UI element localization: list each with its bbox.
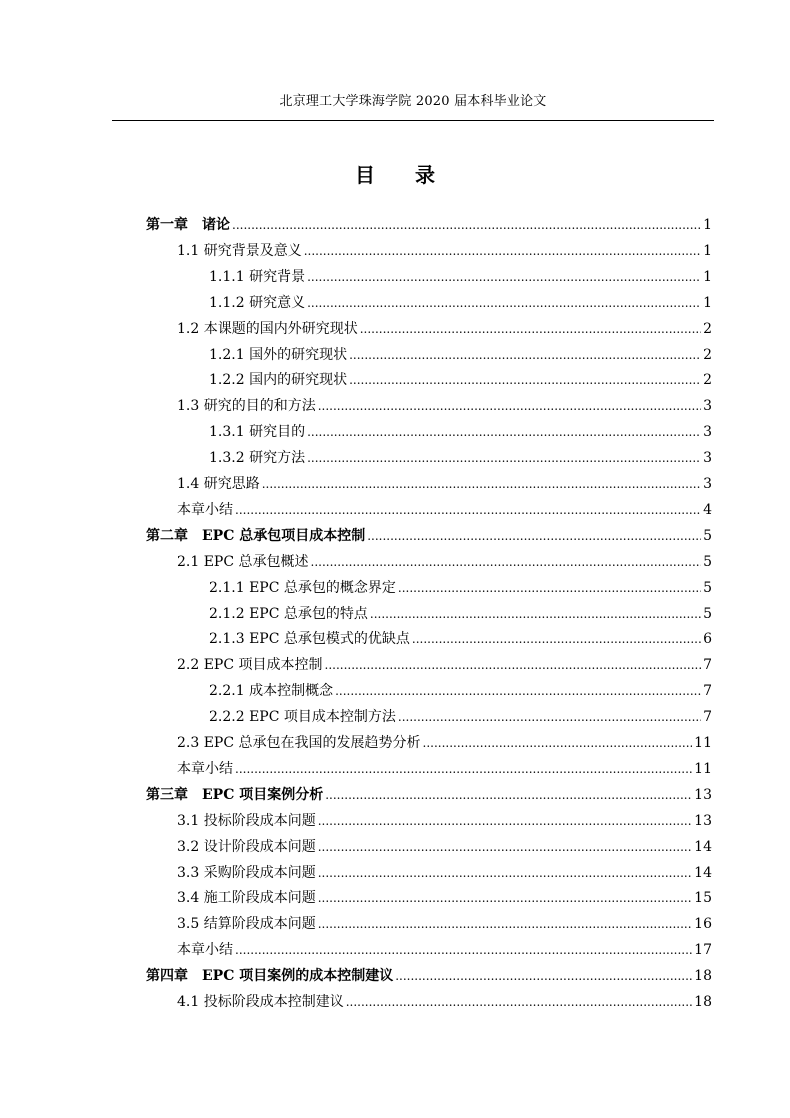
toc-dot-leader — [262, 471, 701, 497]
toc-entry-label: 1.3.2 研究方法 — [209, 450, 306, 467]
toc-entry-label: 3.4 施工阶段成本问题 — [177, 890, 316, 907]
toc-entry-label: 2.2.2 EPC 项目成本控制方法 — [209, 709, 396, 726]
toc-entry[interactable] — [177, 834, 712, 860]
toc-entry-label: 1.2.2 国内的研究现状 — [209, 372, 348, 389]
toc-entry-page: 3 — [703, 424, 712, 441]
toc-dot-leader — [325, 652, 702, 678]
toc-dot-leader — [360, 316, 701, 342]
toc-entry[interactable] — [177, 549, 712, 575]
toc-dot-leader — [370, 601, 701, 627]
toc-entry-label: 3.5 结算阶段成本问题 — [177, 916, 316, 933]
toc-entry[interactable] — [177, 937, 712, 963]
toc-entry-label: 1.1.1 研究背景 — [209, 268, 306, 285]
toc-entry[interactable] — [209, 367, 712, 393]
toc-entry-page: 1 — [703, 268, 712, 285]
toc-entry-label: 2.1.2 EPC 总承包的特点 — [209, 605, 368, 622]
toc-entry-page: 16 — [694, 916, 712, 933]
toc-dot-leader — [423, 730, 693, 756]
toc-entry[interactable] — [209, 445, 712, 471]
toc-entry-page: 3 — [703, 476, 712, 492]
toc-entry-label: 1.2.1 国外的研究现状 — [209, 346, 348, 363]
toc-entry-label: 1.3 研究的目的和方法 — [177, 398, 316, 415]
toc-entry-page: 7 — [703, 683, 712, 700]
toc-entry-page: 6 — [703, 631, 712, 648]
toc-title-left: 目 — [355, 163, 375, 187]
header-rule — [112, 120, 714, 121]
toc-entry-page: 18 — [694, 968, 712, 985]
toc-dot-leader — [398, 575, 701, 601]
toc-dot-leader — [307, 290, 701, 316]
toc-entry[interactable] — [177, 316, 712, 342]
toc-dot-leader — [412, 626, 701, 652]
toc-dot-leader — [235, 497, 701, 523]
toc-entry[interactable] — [146, 212, 712, 238]
toc-entry[interactable] — [177, 497, 712, 523]
toc-entry-label: 3.3 采购阶段成本问题 — [177, 864, 316, 881]
toc-dot-leader — [318, 393, 701, 419]
toc-entry[interactable] — [177, 756, 712, 782]
toc-entry-page: 11 — [694, 760, 712, 777]
toc-entry-page: 4 — [703, 501, 712, 518]
toc-entry-page: 13 — [694, 812, 712, 829]
toc-entry[interactable] — [209, 575, 712, 601]
toc-entry-label: 1.1.2 研究意义 — [209, 294, 306, 311]
toc-dot-leader — [325, 782, 692, 808]
toc-dot-leader — [318, 808, 692, 834]
toc-entry[interactable] — [177, 860, 712, 886]
toc-entry-label: 2.2 EPC 项目成本控制 — [177, 657, 323, 674]
toc-entry-label: 2.1.1 EPC 总承包的概念界定 — [209, 579, 396, 596]
toc-dot-leader — [307, 419, 701, 445]
toc-entry-label: 本章小结 — [177, 942, 233, 959]
page-header: 北京理工大学珠海学院 2020 届本科毕业论文 — [279, 94, 547, 109]
toc-title — [0, 161, 790, 189]
toc-entry-page: 1 — [703, 242, 712, 259]
toc-dot-leader — [318, 860, 692, 886]
toc-entry[interactable] — [209, 290, 712, 316]
toc-entry-label: 第三章 EPC 项目案例分析 — [146, 786, 324, 803]
toc-entry-page: 1 — [703, 294, 712, 311]
toc-entry-label: 3.1 投标阶段成本问题 — [177, 812, 316, 829]
toc-entry[interactable] — [177, 652, 712, 678]
toc-entry-label: 本章小结 — [177, 501, 233, 518]
toc-entry-page: 5 — [703, 605, 712, 622]
toc-title-right: 录 — [415, 163, 435, 187]
toc-entry[interactable] — [177, 393, 712, 419]
toc-entry-label: 2.1.3 EPC 总承包模式的优缺点 — [209, 631, 410, 648]
toc-entry-page: 1 — [703, 217, 712, 233]
toc-dot-leader — [395, 963, 692, 989]
toc-entry[interactable] — [209, 678, 712, 704]
toc-entry-label: 3.2 设计阶段成本问题 — [177, 838, 316, 855]
toc-entry-page: 11 — [694, 735, 712, 751]
toc-entry[interactable] — [177, 808, 712, 834]
toc-dot-leader — [398, 704, 701, 730]
toc-entry[interactable] — [177, 471, 712, 497]
toc-entry[interactable] — [209, 704, 712, 730]
toc-entry-page: 13 — [694, 786, 712, 803]
toc-entry-page: 7 — [703, 709, 712, 726]
toc-entry-label: 1.4 研究思路 — [177, 476, 260, 492]
toc-entry[interactable] — [209, 601, 712, 627]
toc-entry-page: 2 — [703, 320, 712, 337]
toc-entry-label: 1.3.1 研究目的 — [209, 424, 306, 441]
toc-entry-label: 2.1 EPC 总承包概述 — [177, 553, 309, 570]
toc-dot-leader — [367, 523, 701, 549]
toc-dot-leader — [349, 342, 701, 368]
toc-entry[interactable] — [209, 626, 712, 652]
toc-dot-leader — [311, 549, 702, 575]
toc-entry-page: 5 — [703, 553, 712, 570]
toc-entry-label: 2.3 EPC 总承包在我国的发展趋势分析 — [177, 735, 421, 751]
toc-entry-page: 2 — [703, 346, 712, 363]
toc-dot-leader — [349, 367, 701, 393]
toc-entry-label: 2.2.1 成本控制概念 — [209, 683, 334, 700]
toc-dot-leader — [235, 937, 692, 963]
toc-entry-page: 5 — [703, 527, 712, 544]
toc-entry[interactable] — [209, 342, 712, 368]
toc-entry[interactable] — [209, 264, 712, 290]
toc-entry-page: 18 — [694, 994, 712, 1010]
toc-dot-leader — [346, 989, 692, 1015]
toc-entry-label: 第二章 EPC 总承包项目成本控制 — [146, 527, 366, 544]
toc-entry[interactable] — [209, 419, 712, 445]
toc-entry[interactable] — [146, 523, 712, 549]
toc-entry[interactable] — [177, 911, 712, 937]
toc-entry[interactable] — [146, 782, 712, 808]
toc-dot-leader — [318, 834, 692, 860]
toc-entry-page: 3 — [703, 450, 712, 467]
toc-dot-leader — [304, 238, 701, 264]
toc-entry-label: 1.2 本课题的国内外研究现状 — [177, 320, 358, 337]
toc-entry-page: 14 — [694, 864, 712, 881]
toc-entry[interactable] — [177, 989, 712, 1015]
toc-dot-leader — [307, 264, 701, 290]
toc-dot-leader — [318, 885, 692, 911]
toc-entry-label: 4.1 投标阶段成本控制建议 — [177, 994, 344, 1010]
toc-entry-label: 第四章 EPC 项目案例的成本控制建议 — [146, 968, 394, 985]
toc-entry-page: 7 — [703, 657, 712, 674]
toc-entry-page: 14 — [694, 838, 712, 855]
toc-entry-page: 3 — [703, 398, 712, 415]
toc-entry[interactable] — [177, 730, 712, 756]
toc-entry-label: 1.1 研究背景及意义 — [177, 242, 302, 259]
toc-entry-page: 17 — [694, 942, 712, 959]
toc-entry[interactable] — [177, 885, 712, 911]
toc-entry-page: 5 — [703, 579, 712, 596]
toc-dot-leader — [235, 756, 692, 782]
toc-entry[interactable] — [146, 963, 712, 989]
toc-entry-label: 本章小结 — [177, 760, 233, 777]
toc-entry-page: 2 — [703, 372, 712, 389]
toc-entry-page: 15 — [694, 890, 712, 907]
toc-entry[interactable] — [177, 238, 712, 264]
toc-dot-leader — [232, 212, 701, 238]
toc-dot-leader — [318, 911, 692, 937]
toc-dot-leader — [307, 445, 701, 471]
toc-entry-label: 第一章 诸论 — [146, 217, 230, 233]
toc-dot-leader — [335, 678, 701, 704]
